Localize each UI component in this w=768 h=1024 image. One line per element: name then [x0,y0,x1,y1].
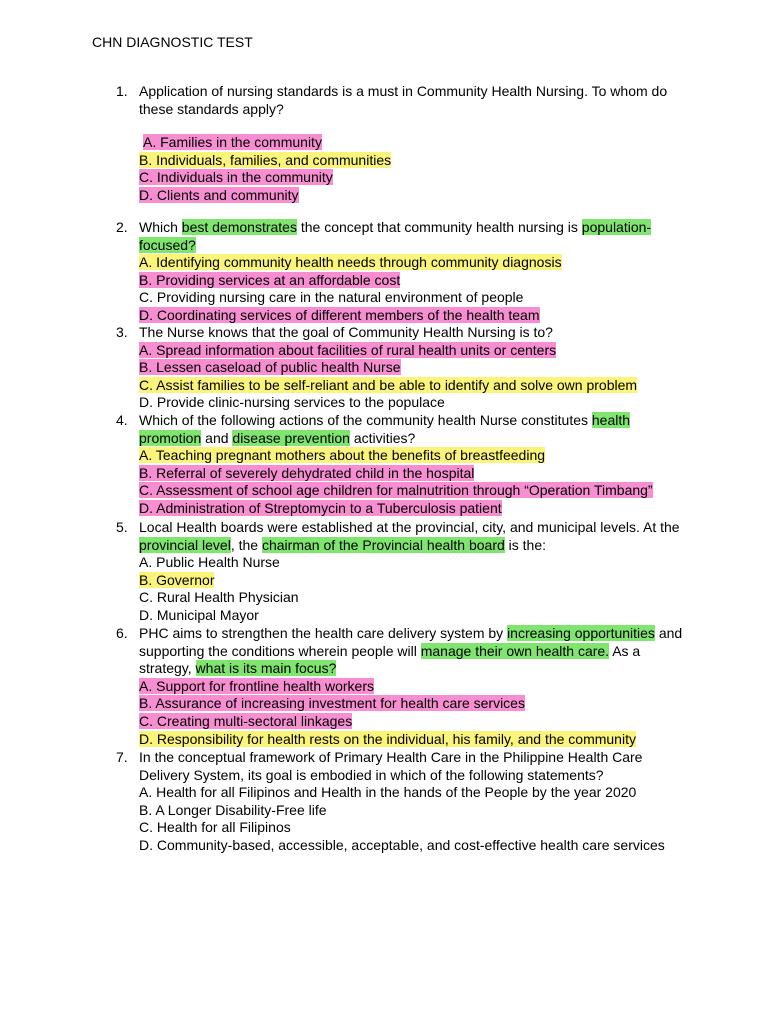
answer-option-c[interactable] [139,482,684,500]
question-number: 1. [116,83,128,99]
question-text-segment: Which of the following actions of the community health Nurse constitutes [139,412,588,428]
answer-option-b[interactable] [139,802,684,820]
question-text [139,749,684,784]
answer-option-b[interactable] [139,152,684,170]
question-text-segment: is the: [508,536,547,553]
answer-option-a[interactable] [139,678,684,696]
question-body [139,412,684,518]
answer-option-text: A. Health for all Filipinos and Health in the hands of the People by the year 2020 [139,784,637,801]
answer-option-text: D. Clients and community [139,186,299,203]
highlighted-phrase: manage their own health care. [420,642,610,659]
answer-option-c[interactable] [139,713,684,731]
question-text-segment: Application of nursing standards is a must in Community Health Nursing. To whom do these standards apply? [139,83,668,117]
answer-options [139,134,684,204]
question-text [139,219,684,254]
answer-option-text: C. Assessment of school age children for malnutrition through “Operation Timbang” [139,482,653,499]
answer-option-d[interactable] [139,837,684,855]
answer-option-b[interactable] [139,695,684,713]
question-text-segment: In the conceptual framework of Primary Health Care in the Philippine Health Care Delivery System, its goal is embodied in which of the following statements? [139,749,643,783]
answer-option-c[interactable] [139,589,684,607]
answer-options [139,254,684,324]
answer-option-c[interactable] [139,169,684,187]
question-text-segment: PHC aims to strengthen the health care delivery system by [139,625,504,641]
question-text-segment: , the [230,536,259,553]
answer-option-text: D. Coordinating services of different members of the health team [139,306,540,323]
question-text [139,519,684,554]
answer-option-text: A. Spread information about facilities of rural health units or centers [139,341,557,358]
answer-option-text: D. Community-based, accessible, acceptable, and cost-effective health care services [139,836,665,853]
answer-option-a[interactable] [139,134,684,152]
answer-option-text: C. Health for all Filipinos [139,819,291,836]
answer-option-a[interactable] [139,784,684,802]
answer-option-text: A. Families in the community [143,134,322,151]
answer-option-text: D. Administration of Streptomycin to a Tuberculosis patient [139,499,502,516]
answer-option-text: C. Creating multi-sectoral linkages [139,712,353,729]
question-text-segment: Which [139,219,178,235]
question-body [139,324,684,412]
answer-option-d[interactable] [139,394,684,412]
question-text-segment: the concept that community health nursing is [300,219,578,235]
answer-option-c[interactable] [139,289,684,307]
question-text [139,83,684,118]
question-body [139,83,684,205]
answer-option-a[interactable] [139,254,684,272]
answer-option-text: A. Identifying community health needs through community diagnosis [139,254,562,271]
answer-option-c[interactable] [139,819,684,837]
answer-option-d[interactable] [139,500,684,518]
question-body [139,219,684,325]
answer-option-text: A. Public Health Nurse [139,554,280,571]
answer-option-a[interactable] [139,342,684,360]
question-text [139,324,684,342]
highlighted-phrase: health promotion [139,412,631,446]
highlighted-phrase: disease prevention [232,429,350,446]
question-number: 4. [116,412,128,428]
answer-option-text: C. Rural Health Physician [139,589,299,606]
highlighted-phrase: chairman of the Provincial health board [261,536,505,553]
question-text [139,625,684,678]
highlighted-phrase: population-focused? [139,219,652,253]
answer-option-text: D. Municipal Mayor [139,606,259,623]
answer-option-a[interactable] [139,554,684,572]
document-title: CHN DIAGNOSTIC TEST [92,34,253,50]
answer-option-b[interactable] [139,272,684,290]
answer-option-text: B. A Longer Disability-Free life [139,801,327,818]
answer-options [139,678,684,748]
question-number: 2. [116,219,128,235]
answer-options [139,784,684,854]
answer-option-d[interactable] [139,187,684,205]
answer-option-text: D. Responsibility for health rests on the individual, his family, and the community [139,730,636,747]
answer-option-text: D. Provide clinic-nursing services to the populace [139,394,445,411]
question-body [139,625,684,748]
answer-option-text: B. Assurance of increasing investment for health care services [139,695,525,712]
question-text-segment: As a strategy, [139,642,641,677]
question-body [139,519,684,625]
answer-option-text: A. Teaching pregnant mothers about the benefits of breastfeeding [139,447,546,464]
question-text [139,412,684,447]
answer-option-text: B. Governor [139,571,215,588]
answer-option-d[interactable] [139,731,684,749]
question-text-segment: The Nurse knows that the goal of Community Health Nursing is to? [139,324,553,340]
answer-option-text: C. Providing nursing care in the natural environment of people [139,289,524,306]
question-number: 3. [116,324,128,340]
answer-options [139,554,684,624]
answer-options [139,447,684,517]
answer-option-text: B. Lessen caseload of public health Nurse [139,359,401,376]
answer-option-d[interactable] [139,607,684,625]
answer-option-d[interactable] [139,307,684,325]
answer-option-b[interactable] [139,572,684,590]
answer-option-c[interactable] [139,377,684,395]
answer-option-text: B. Referral of severely dehydrated child in the hospital [139,464,475,481]
answer-option-text: B. Individuals, families, and communities [139,151,392,168]
question-text-segment: Local Health boards were established at the provincial, city, and municipal levels. At the [139,519,680,535]
question-number: 6. [116,625,128,641]
highlighted-phrase: increasing opportunities [507,625,655,641]
question-body [139,749,684,855]
highlighted-phrase: best demonstrates [181,219,297,235]
question-text-segment: and [205,429,229,446]
highlighted-phrase: what is its main focus? [195,660,337,677]
answer-option-text: C. Individuals in the community [139,169,333,186]
highlighted-phrase: provincial level [139,536,231,553]
question-number: 7. [116,749,128,765]
answer-option-text: C. Assist families to be self-reliant and be able to identify and solve own problem [139,376,638,393]
answer-options [139,342,684,412]
answer-option-b[interactable] [139,465,684,483]
question-number: 5. [116,519,128,535]
answer-option-text: B. Providing services at an affordable cost [139,271,401,288]
question-text-segment: activities? [353,429,416,446]
answer-option-b[interactable] [139,359,684,377]
answer-option-text: A. Support for frontline health workers [139,677,375,694]
answer-option-a[interactable] [139,447,684,465]
question-text-segment: and supporting the conditions wherein people will [139,625,683,659]
